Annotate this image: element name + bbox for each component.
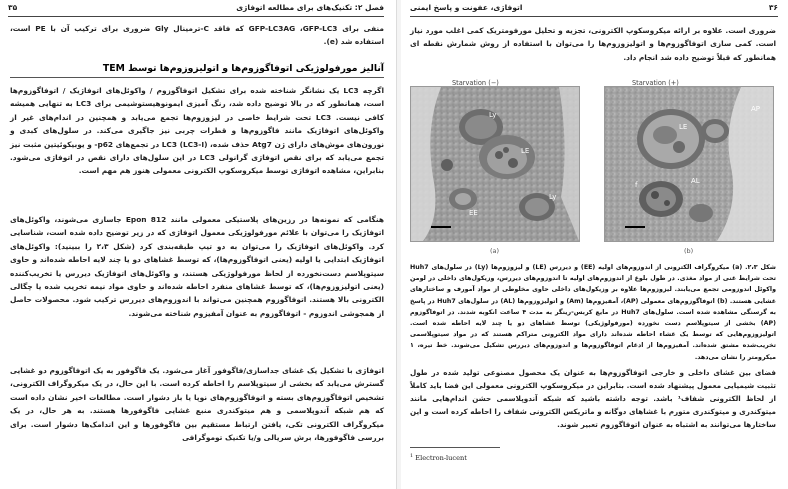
- micrograph-a-image: [411, 87, 579, 241]
- page-header: [8, 3, 384, 17]
- marker-al: AL: [691, 177, 700, 185]
- page-header: [410, 3, 778, 17]
- figure-b-title: Starvation (+): [632, 79, 679, 87]
- figure-a-title: Starvation (−): [452, 79, 499, 87]
- micrograph-b-image: [605, 87, 773, 241]
- footnote: [410, 453, 467, 462]
- marker-f: f: [635, 181, 638, 189]
- page-number: ۳۶: [768, 3, 778, 12]
- footnote-divider: [410, 447, 500, 448]
- figure-b-label: (b): [684, 247, 694, 255]
- marker-le: LE: [521, 147, 530, 155]
- body-paragraph-3: اتوفاژی با تشکیل یک غشای جداسازی/فاگوفور آغاز می‌شود. یک فاگوفور به یک اتوفاگوزوم دو غشایی گسترش می‌یابد که بخشی از سیتوپلاسم را احاطه کرده است. با این حال، در یک میکروگراف الکترونی، تشخیص اتوفاگوزوم‌های بسته و اتوفاگوزوم‌های نوپا یا باز دشوار است. مطالعات اخیر نشان داده است که هم شبکه آندوپلاسمی و هم میتوکندری منبع غشایی فاگوفورها هستند. به هر حال، در یک میکروگراف الکترونی تکی، یافتن ارتباط مستقیم بین فاگوفورها و این اندامک‌ها دشوار است. برای بررسی فاگوفورها، برش سریالی و/یا تکنیک توموگرافی: [10, 366, 384, 443]
- body-paragraph-1: اگرچه LC3 یک نشانگر شناخته شده برای تشکیل اتوفاگوزوم / واکوئل‌های اتوفاژیک / اتوفاگوزوم‌ها است، همانطور که در بالا توضیح داده شد، رنگ آمیزی ایمونوهیستوشیمی برای LC3 به تنهایی همیشه کافی نیست. LC3 تحت شرایط خاصی در لیزوزوم‌ها تجمع می‌یابد و همچنین در اندام‌های غیر از واکوئل‌های اتوفاژیک مانند فاگوزوم‌ها و قطرات چربی نیز جاگیری می‌کند. در سلول‌های کبدی و نورون‌های موش‌های دارای ژن Atg7 حذف شده، LC3 (LC3-I) در تجمع‌های p62- و یوبیکوئیتین مثبت نیز تجمع می‌یابد که برای نقص اتوفاژی گرانولی LC3 در این سلول‌های دارای نقص در اتوفاژی می‌شود. بنابراین، مشاهده اتوفاژی توسط میکروسکوپ الکترونی معمولی هنوز هم مهم است.: [10, 86, 385, 176]
- intro-paragraph: منفی برای GFP-LC3AG ،GFP-LC3 که فاقد C-ترمینال Gly ضروری برای ترکیب آن با PE است، استفاده شد (e).: [10, 24, 385, 47]
- marker-ly-1: Ly: [489, 111, 497, 119]
- marker-ee: EE: [469, 209, 478, 217]
- section-heading: آنالیز مورفولوژیکی اتوفاگوزوم‌ها و اتولیزوزوم‌ها توسط TEM: [10, 63, 384, 78]
- marker-ap: AP: [751, 105, 761, 113]
- figure-a-label: (a): [490, 247, 500, 255]
- figure-caption: شکل ۲،۳. (a) میکروگراف الکترونی از اندوزوم‌های اولیه (EE) و دیررس (LE) و لیزوزوم‌ها (Ly) در سلول‌های Huh7 تحت شرایط غنی از مواد مغذی. در طول بلوغ از اندوزوم‌های اولیه تا اندوزوم‌های دیررس، وزیکول‌های داخلی در لومن واکوئل اندوزومی تجمع می‌یابند. لیزوزوم‌ها علاوه بر وزیکول‌های داخلی حاوی مخلوطی از مواد آمورف و ساختارهای غشایی هستند. (b) اتوفاگوزوم‌های معمولی (AP)، آمفیزوم‌ها (Am) و اتولیزوزوم‌ها (AL) در سلول‌های Huh7 در پاسخ به گرسنگی مشاهده شده است. سلول‌های Huh7 در مایع کربس-رینگر به مدت ۴ ساعت انکوبه شدند. در اتوفاگوزوم (AP) بخشی از سیتوپلاسم دست نخورده (مورفولوژیکی) توسط غشاهای دو یا چند لایه احاطه شده است. اتولیزوزوم‌هایی که توسط یک غشاء احاطه شده‌اند دارای مواد الکترونی متراکم هستند که در مواد سیتوپلاسمی تخریب‌شده مشتق شده‌اند. آمفیزوم‌ها از ادغام اتوفاگوزوم‌ها و اندوزوم‌های دیررس تشکیل می‌شوند. خط تیره، ۱ میکرومتر را نشان می‌دهد.: [410, 264, 776, 361]
- marker-le: LE: [679, 123, 688, 131]
- running-title: اتوفاژی، عفونت و پاسخ ایمنی: [410, 3, 523, 12]
- micrograph-a: [410, 86, 580, 242]
- running-title: فصل ۲: تکنیک‌های برای مطالعه اتوفاژی: [236, 3, 384, 12]
- body-paragraph-2: هنگامی که نمونه‌ها در رزین‌های پلاستیکی معمولی مانند Epon 812 جاسازی می‌شوند، واکوئل‌های اتوفاژیک را می‌توان با علائم مورفولوژیکی معمول اتوفاژی که در زیر توضیح داده شده است، شناسایی کرد. واکوئل‌های اتوفاژیک را می‌توان به دو تیپ طبقه‌بندی کرد (شکل ۲،۳ را ببینید): واکوئل‌های اتوفاژیک ابتدایی یا اولیه (یعنی اتوفاگوزوم‌ها)، که توسط غشاهای دو یا چند لایه احاطه شده‌اند و حاوی سیتوپلاسم دست‌نخورده از لحاظ مورفولوژیکی هستند، و واکوئل‌های اتوفاژیک دیررس یا تخریب‌کننده (یعنی اتولیزوزوم‌ها)، که توسط غشاهای منفرد احاطه شده‌اند و حاوی مواد نیمه تخریب شده یا چگالی الکترونی بالا هستند. اتوفاگوزوم همچنین می‌تواند با اندوزوم‌های دیررس ترکیب شود. محصولات حاصل از همجوشی اندوزوم - اتوفاگوزوم به عنوان آمفیزوم شناخته می‌شوند.: [10, 215, 384, 318]
- footnote-mark: 1: [410, 453, 414, 459]
- marker-ly-2: Ly: [549, 193, 557, 201]
- bottom-paragraph: فضای بین غشای داخلی و خارجی اتوفاگوزوم‌ها به عنوان یک محصول مصنوعی تولید شده در طول تثبیت شیمیایی معمول پیشنهاد شده است. بنابراین در میکروسکوپ الکترونی معمولی این فضا باید کاملاً از لحاظ الکترونی شفاف¹ باشد. توجه داشته باشید که شبکه آندوپلاسمی حشن اندام‌هایی مانند میتوکندری و میتوکندری متورم با غشاهای دوگانه و ماتریکس الکترونی شفاف را احاطه کرده است و این ساختارها می‌توانند به اشتباه به عنوان اتوفاگوزوم تعبیر شوند.: [410, 368, 776, 429]
- footnote-text: Electron-lucent: [415, 454, 467, 463]
- top-paragraph: ضروری است. علاوه بر ارائه میکروسکوپ الکترونی، تجزیه و تحلیل مورفومتریک کمی اغلب مورد نیاز است. کمی سازی اتوفاگوزوم‌ها و اتولیزوزوم‌ها را می‌توان با استفاده از روش شمارش نقطه ای همانطور که قبلاً توضیح داده شد انجام داد.: [410, 26, 776, 62]
- micrograph-b: [604, 86, 774, 242]
- page-number: ۳۵: [8, 3, 18, 12]
- page-36: [400, 0, 788, 489]
